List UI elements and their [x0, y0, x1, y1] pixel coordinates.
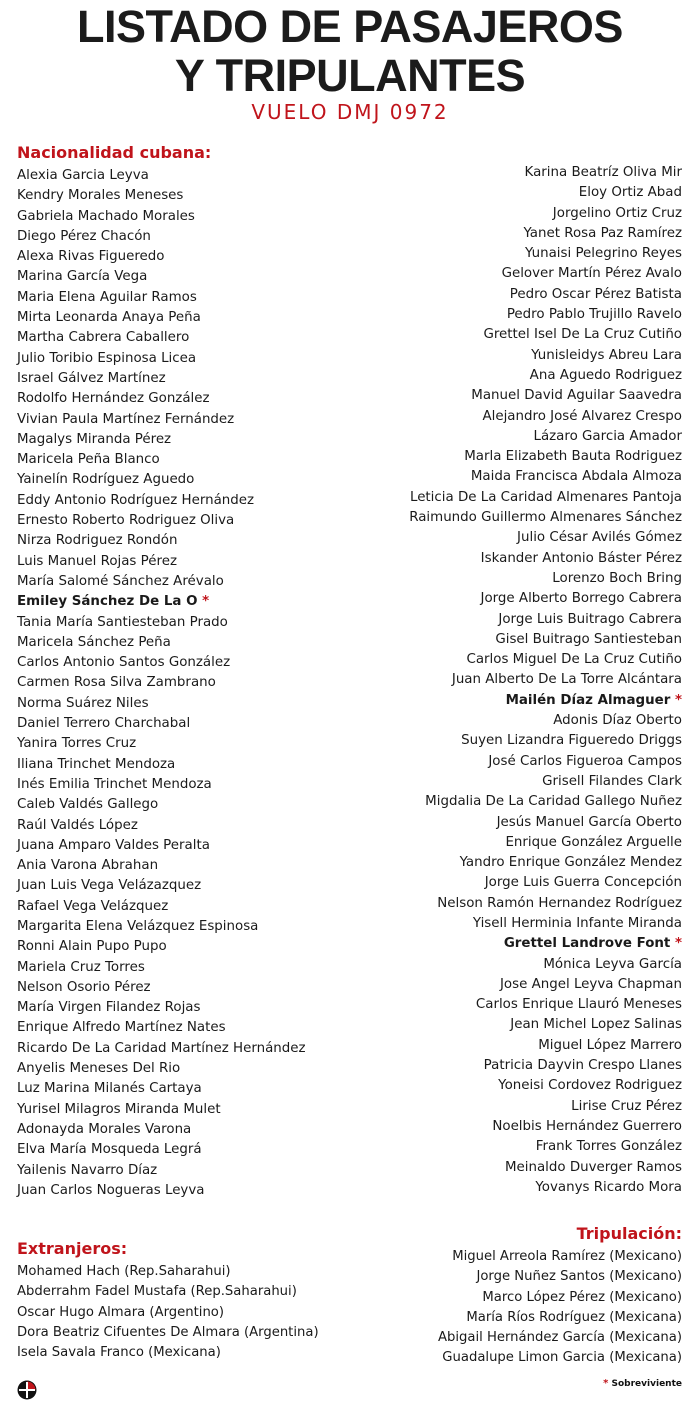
passenger-name: Yanet Rosa Paz Ramírez — [523, 225, 682, 241]
passenger-item — [17, 816, 306, 836]
crew-heading: Tripulación: — [576, 1224, 682, 1243]
passenger-name: Carlos Antonio Santos González — [17, 655, 231, 671]
passenger-item — [409, 752, 682, 772]
passenger-item — [409, 224, 682, 244]
passenger-item — [17, 267, 306, 287]
passenger-name: Nelson Ramón Hernandez Rodríguez — [437, 895, 682, 911]
passenger-name: Lázaro Garcia Amador — [533, 428, 682, 444]
passenger-item — [17, 572, 306, 592]
passenger-name: Gisel Buitrago Santiesteban — [495, 631, 682, 647]
passenger-item — [409, 1178, 682, 1198]
passenger-item — [409, 691, 682, 711]
passenger-name: Eddy Antonio Rodríguez Hernández — [17, 492, 255, 508]
passenger-name: Ana Aguedo Rodriguez — [529, 367, 682, 383]
passenger-item — [17, 1039, 306, 1059]
passenger-name: Daniel Terrero Charchabal — [17, 716, 191, 732]
passenger-item — [409, 244, 682, 264]
passenger-item — [17, 653, 306, 673]
passenger-name: Jesús Manuel García Oberto — [496, 814, 682, 830]
passenger-item — [17, 998, 306, 1018]
crew-member-name: Miguel Arreola Ramírez (Mexicano) — [452, 1249, 682, 1264]
passenger-name: Yainelín Rodríguez Aguedo — [17, 472, 195, 488]
survivor-mark: * — [670, 936, 682, 952]
passenger-item — [17, 633, 306, 653]
passenger-name: Frank Torres González — [535, 1139, 682, 1155]
foreign-passenger-item — [17, 1343, 319, 1363]
passenger-item — [409, 589, 682, 609]
passenger-name: Marina García Vega — [17, 269, 148, 285]
flight-number: VUELO DMJ 0972 — [251, 100, 449, 124]
passenger-item — [409, 386, 682, 406]
passenger-item — [17, 1161, 306, 1181]
passenger-name: Iskander Antonio Báster Pérez — [480, 550, 682, 566]
passenger-item — [409, 407, 682, 427]
survivor-mark: * — [670, 692, 682, 708]
title-line-2: Y TRIPULANTES — [174, 50, 526, 101]
cuban-list-left — [17, 166, 306, 1201]
passenger-item — [17, 673, 306, 693]
publisher-logo-icon — [17, 1380, 37, 1400]
passenger-name: Mónica Leyva García — [543, 956, 682, 972]
passenger-item — [409, 366, 682, 386]
foreigners-heading: Extranjeros: — [17, 1239, 128, 1258]
passenger-name: Pedro Pablo Trujillo Ravelo — [506, 307, 682, 323]
passenger-item — [17, 470, 306, 490]
passenger-item — [409, 670, 682, 690]
passenger-item — [17, 613, 306, 633]
passenger-name: José Carlos Figueroa Campos — [488, 753, 682, 769]
legend-mark: * — [603, 1378, 609, 1389]
passenger-name: Yanira Torres Cruz — [17, 736, 137, 752]
passenger-item — [409, 569, 682, 589]
passenger-name: Yurisel Milagros Miranda Mulet — [17, 1101, 221, 1117]
passenger-item — [409, 934, 682, 954]
passenger-item — [409, 204, 682, 224]
passenger-name: Alejandro José Alvarez Crespo — [482, 408, 682, 424]
passenger-item — [17, 1100, 306, 1120]
passenger-item — [409, 873, 682, 893]
passenger-item — [409, 650, 682, 670]
passenger-name: Maricela Peña Blanco — [17, 452, 160, 468]
passenger-name: Raimundo Guillermo Almenares Sánchez — [409, 510, 682, 526]
survivor-mark: * — [197, 594, 210, 610]
passenger-name: Yovanys Ricardo Mora — [535, 1179, 682, 1195]
passenger-name: Noelbis Hernández Guerrero — [492, 1118, 682, 1134]
passenger-item — [17, 836, 306, 856]
passenger-item — [409, 264, 682, 284]
passenger-item — [409, 792, 682, 812]
passenger-name: Alexa Rivas Figueredo — [17, 249, 165, 265]
passenger-name: Jorge Luis Guerra Concepción — [484, 875, 682, 891]
crew-member-item — [438, 1288, 682, 1308]
passenger-item — [409, 1056, 682, 1076]
passenger-name: Nirza Rodriguez Rondón — [17, 533, 178, 549]
passenger-name: Martha Cabrera Caballero — [17, 330, 190, 346]
passenger-item — [409, 427, 682, 447]
passenger-item — [17, 511, 306, 531]
passenger-item — [17, 694, 306, 714]
passenger-item — [17, 917, 306, 937]
crew-member-name: Jorge Nuñez Santos (Mexicano) — [476, 1269, 682, 1285]
passenger-item — [409, 711, 682, 731]
cuban-heading: Nacionalidad cubana: — [17, 143, 212, 162]
foreign-passenger-name: Oscar Hugo Almara (Argentino) — [17, 1304, 225, 1320]
passenger-name: Vivian Paula Martínez Fernández — [17, 411, 235, 427]
passenger-name: Norma Suárez Niles — [17, 695, 149, 711]
cuban-list-right — [409, 163, 682, 1198]
passenger-item — [17, 369, 306, 389]
passenger-name: Raúl Valdés López — [17, 817, 138, 833]
passenger-name: Ania Varona Abrahan — [17, 858, 159, 874]
passenger-name: Carmen Rosa Silva Zambrano — [17, 675, 216, 691]
passenger-name: Luis Manuel Rojas Pérez — [17, 553, 177, 569]
passenger-item — [409, 995, 682, 1015]
passenger-name: Carlos Miguel De La Cruz Cutiño — [466, 652, 682, 668]
passenger-item — [409, 447, 682, 467]
passenger-item — [409, 183, 682, 203]
passenger-item — [409, 1036, 682, 1056]
passenger-item — [17, 186, 306, 206]
passenger-item — [17, 389, 306, 409]
passenger-name: María Salomé Sánchez Arévalo — [17, 573, 224, 589]
passenger-item — [409, 833, 682, 853]
passenger-item — [409, 1076, 682, 1096]
passenger-item — [17, 328, 306, 348]
passenger-item — [409, 325, 682, 345]
passenger-item — [17, 349, 306, 369]
passenger-item — [409, 853, 682, 873]
passenger-name: Margarita Elena Velázquez Espinosa — [17, 918, 259, 934]
foreign-passenger-name: Abderrahm Fadel Mustafa (Rep.Saharahui) — [17, 1284, 297, 1300]
passenger-name: Maida Francisca Abdala Almoza — [470, 469, 682, 485]
passenger-item — [17, 1059, 306, 1079]
passenger-item — [409, 914, 682, 934]
passenger-name: Jorge Luis Buitrago Cabrera — [498, 611, 682, 627]
passenger-item — [17, 937, 306, 957]
passenger-name: Lorenzo Boch Bring — [552, 570, 682, 586]
passenger-name: Lirise Cruz Pérez — [571, 1098, 682, 1114]
title-line-1: LISTADO DE PASAJEROS — [77, 1, 623, 52]
passenger-item — [17, 1018, 306, 1038]
passenger-item — [17, 1140, 306, 1160]
passenger-name: Adonayda Morales Varona — [17, 1121, 192, 1137]
passenger-name: Grettel Isel De La Cruz Cutiño — [483, 327, 682, 343]
survivor-legend — [603, 1378, 682, 1389]
passenger-name: Luz Marina Milanés Cartaya — [17, 1081, 202, 1097]
legend-label: Sobreviviente — [611, 1379, 682, 1389]
passenger-item — [17, 755, 306, 775]
foreign-passenger-item — [17, 1303, 319, 1323]
crew-member-item — [438, 1267, 682, 1287]
passenger-name: Grettel Landrove Font — [503, 936, 671, 952]
passenger-item — [409, 955, 682, 975]
passenger-name: Mirta Leonarda Anaya Peña — [17, 310, 201, 326]
passenger-item — [17, 1181, 306, 1201]
passenger-item — [17, 308, 306, 328]
passenger-name: Julio Toribio Espinosa Licea — [17, 350, 197, 366]
passenger-name: Maria Elena Aguilar Ramos — [17, 289, 197, 305]
passenger-name: Juan Luis Vega Velázazquez — [17, 878, 202, 894]
passenger-name: Yandro Enrique González Mendez — [459, 855, 682, 871]
passenger-name: Anyelis Meneses Del Rio — [17, 1061, 181, 1077]
passenger-item — [17, 491, 306, 511]
passenger-name: Jose Angel Leyva Chapman — [499, 976, 682, 992]
passenger-item — [17, 978, 306, 998]
passenger-item — [17, 430, 306, 450]
passenger-name: Mailén Díaz Almaguer — [505, 692, 671, 708]
passenger-name: Yunisleidys Abreu Lara — [531, 347, 682, 363]
passenger-name: Yoneisi Cordovez Rodriguez — [498, 1078, 682, 1094]
passenger-item — [409, 813, 682, 833]
passenger-item — [409, 1137, 682, 1157]
foreign-passenger-item — [17, 1323, 319, 1343]
crew-member-item — [438, 1328, 682, 1348]
foreign-passenger-name: Dora Beatriz Cifuentes De Almara (Argentina) — [17, 1324, 319, 1340]
passenger-item — [409, 305, 682, 325]
passenger-name: Iliana Trinchet Mendoza — [17, 756, 176, 772]
passenger-item — [17, 531, 306, 551]
passenger-item — [17, 410, 306, 430]
passenger-name: Maricela Sánchez Peña — [17, 634, 171, 650]
passenger-name: Ernesto Roberto Rodriguez Oliva — [17, 513, 235, 529]
passenger-name: Yisell Herminia Infante Miranda — [472, 915, 682, 931]
passenger-item — [409, 1015, 682, 1035]
passenger-name: Carlos Enrique Llauró Meneses — [475, 997, 682, 1013]
passenger-item — [17, 775, 306, 795]
passenger-item — [17, 1120, 306, 1140]
passenger-item — [409, 894, 682, 914]
passenger-item — [17, 592, 306, 612]
passenger-item — [409, 346, 682, 366]
passenger-name: Ricardo De La Caridad Martínez Hernández — [17, 1040, 306, 1056]
passenger-name: Adonis Díaz Oberto — [553, 713, 682, 729]
passenger-item — [17, 207, 306, 227]
passenger-name: María Virgen Filandez Rojas — [17, 1000, 201, 1016]
crew-member-name: Guadalupe Limon Garcia (Mexicana) — [442, 1350, 682, 1366]
passenger-item — [409, 772, 682, 792]
passenger-name: Manuel David Aguilar Saavedra — [471, 388, 682, 404]
passenger-name: Pedro Oscar Pérez Batista — [509, 286, 682, 302]
passenger-item — [17, 876, 306, 896]
passenger-name: Juan Alberto De La Torre Alcántara — [451, 672, 682, 688]
passenger-name: Miguel López Marrero — [538, 1037, 682, 1053]
passenger-name: Migdalia De La Caridad Gallego Nuñez — [425, 794, 682, 810]
passenger-item — [17, 166, 306, 186]
passenger-item — [17, 288, 306, 308]
passenger-name: Juana Amparo Valdes Peralta — [17, 837, 210, 853]
crew-member-name: María Ríos Rodríguez (Mexicana) — [466, 1309, 682, 1325]
crew-member-item — [438, 1348, 682, 1368]
foreign-passenger-item — [17, 1262, 319, 1282]
passenger-name: Grisell Filandes Clark — [542, 773, 682, 789]
page-title — [0, 2, 700, 100]
crew-list — [438, 1247, 682, 1369]
passenger-name: Karina Beatríz Oliva Mir — [524, 165, 682, 180]
passenger-name: Elva María Mosqueda Legrá — [17, 1142, 202, 1158]
passenger-item — [17, 897, 306, 917]
passenger-name: Meinaldo Duverger Ramos — [504, 1159, 682, 1175]
passenger-name: Inés Emilia Trinchet Mendoza — [17, 776, 212, 792]
passenger-name: Mariela Cruz Torres — [17, 959, 145, 975]
passenger-item — [409, 163, 682, 183]
passenger-item — [409, 1158, 682, 1178]
passenger-name: Emiley Sánchez De La O — [17, 594, 198, 610]
crew-member-name: Abigail Hernández García (Mexicana) — [437, 1330, 682, 1346]
foreign-passenger-name: Mohamed Hach (Rep.Saharahui) — [17, 1264, 231, 1279]
passenger-name: Jorge Alberto Borrego Cabrera — [480, 591, 682, 607]
passenger-name: Patricia Dayvin Crespo Llanes — [483, 1058, 682, 1074]
passenger-name: Alexia Garcia Leyva — [17, 168, 149, 183]
passenger-item — [409, 731, 682, 751]
foreigners-list — [17, 1262, 319, 1363]
passenger-item — [17, 1079, 306, 1099]
passenger-item — [17, 227, 306, 247]
passenger-item — [17, 552, 306, 572]
passenger-item — [409, 285, 682, 305]
crew-member-item — [438, 1247, 682, 1267]
passenger-item — [409, 975, 682, 995]
passenger-name: Marla Elizabeth Bauta Rodriguez — [464, 449, 682, 465]
passenger-item — [409, 630, 682, 650]
passenger-name: Julio César Avilés Gómez — [517, 530, 682, 546]
passenger-name: Yailenis Navarro Díaz — [17, 1162, 158, 1178]
passenger-item — [17, 856, 306, 876]
passenger-name: Diego Pérez Chacón — [17, 228, 151, 244]
passenger-name: Enrique González Arguelle — [505, 834, 682, 850]
passenger-item — [409, 549, 682, 569]
crew-member-name: Marco López Pérez (Mexicano) — [482, 1289, 682, 1305]
passenger-name: Jorgelino Ortiz Cruz — [552, 205, 682, 221]
foreign-passenger-name: Isela Savala Franco (Mexicana) — [17, 1345, 221, 1361]
passenger-name: Israel Gálvez Martínez — [17, 370, 166, 386]
passenger-name: Eloy Ortiz Abad — [578, 185, 682, 201]
passenger-name: Leticia De La Caridad Almenares Pantoja — [409, 489, 682, 505]
passenger-item — [17, 450, 306, 470]
passenger-name: Nelson Osorio Pérez — [17, 979, 151, 995]
passenger-name: Suyen Lizandra Figueredo Driggs — [461, 733, 682, 749]
passenger-name: Gelover Martín Pérez Avalo — [501, 266, 682, 282]
passenger-name: Magalys Miranda Pérez — [17, 431, 172, 447]
passenger-name: Caleb Valdés Gallego — [17, 797, 159, 813]
passenger-item — [409, 528, 682, 548]
passenger-name: Rafael Vega Velázquez — [17, 898, 169, 914]
crew-member-item — [438, 1308, 682, 1328]
passenger-name: Rodolfo Hernández González — [17, 391, 210, 407]
passenger-name: Tania María Santiesteban Prado — [17, 614, 228, 630]
passenger-item — [409, 488, 682, 508]
passenger-name: Ronni Alain Pupo Pupo — [17, 939, 167, 955]
passenger-item — [17, 734, 306, 754]
passenger-item — [17, 247, 306, 267]
passenger-name: Yunaisi Pelegrino Reyes — [524, 246, 682, 262]
passenger-item — [17, 795, 306, 815]
passenger-item — [17, 958, 306, 978]
passenger-item — [409, 610, 682, 630]
passenger-item — [409, 1097, 682, 1117]
foreign-passenger-item — [17, 1282, 319, 1302]
passenger-name: Kendry Morales Meneses — [17, 188, 184, 204]
passenger-name: Jean Michel Lopez Salinas — [510, 1017, 682, 1033]
passenger-item — [409, 467, 682, 487]
passenger-item — [409, 508, 682, 528]
passenger-item — [17, 714, 306, 734]
passenger-item — [409, 1117, 682, 1137]
passenger-name: Gabriela Machado Morales — [17, 208, 195, 224]
passenger-name: Juan Carlos Nogueras Leyva — [17, 1182, 205, 1198]
passenger-name: Enrique Alfredo Martínez Nates — [17, 1020, 226, 1036]
